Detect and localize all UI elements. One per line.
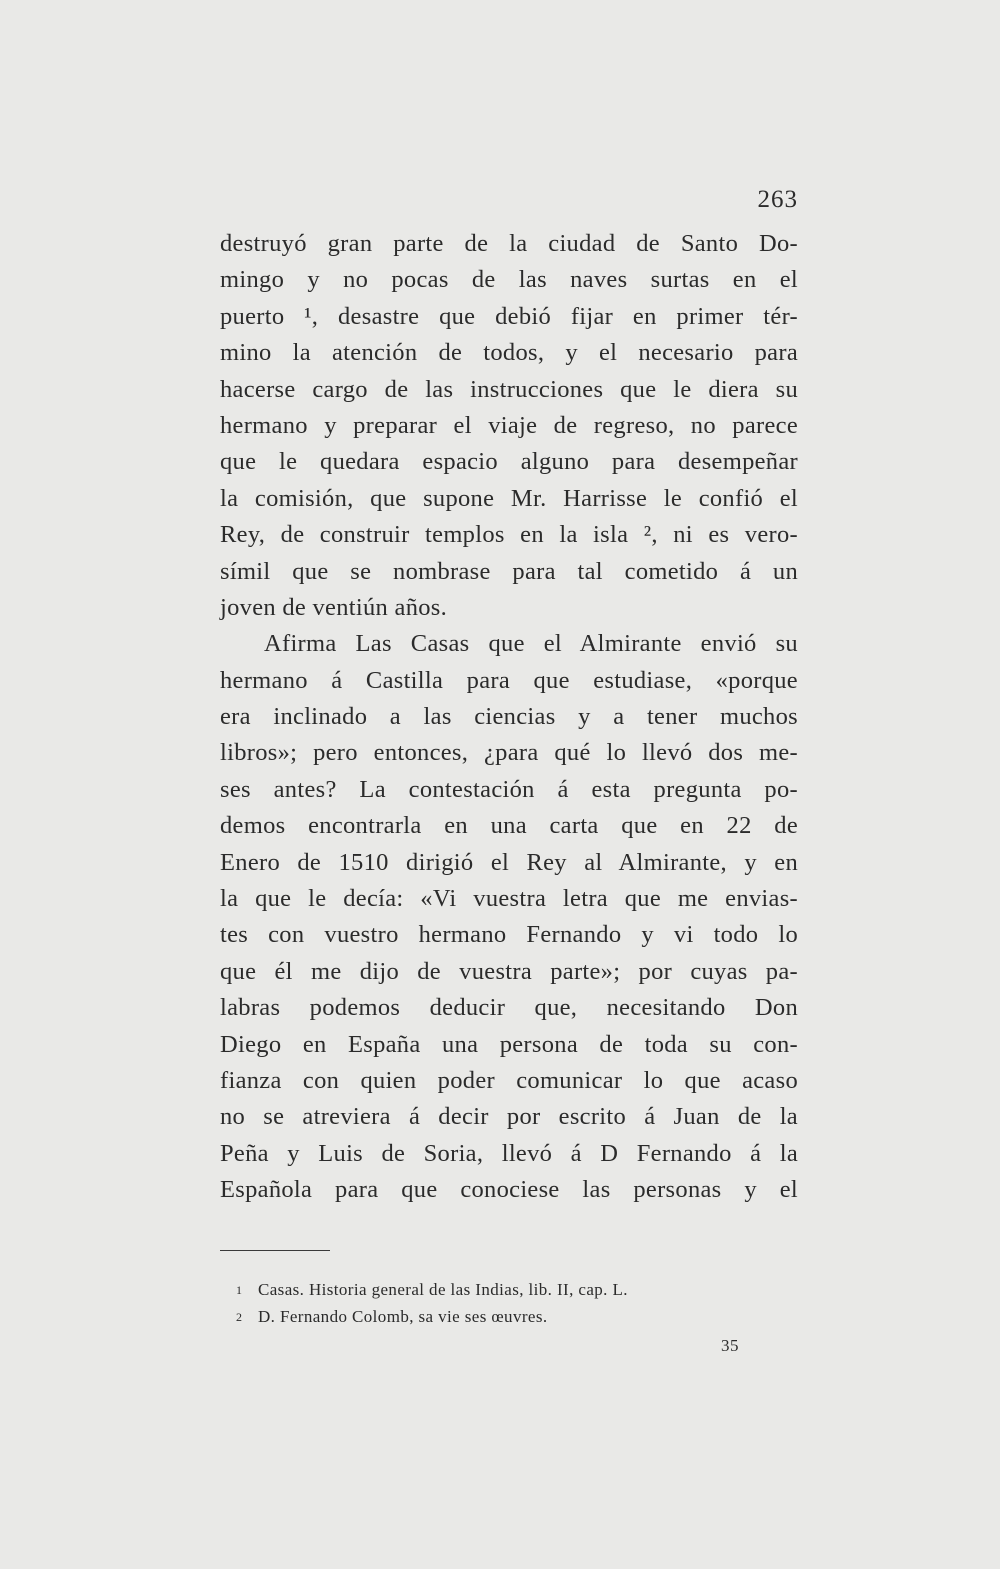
footnote-text: Casas. Historia general de las Indias, lib. II, cap. L. [258,1280,628,1299]
text-line: puerto ¹, desastre que debió fijar en primer tér- [220,302,798,330]
text-line: la que le decía: «Vi vuestra letra que me envias- [220,885,798,913]
text-line: ses antes? La contestación á esta pregunta po- [220,775,798,803]
footnote-mark: 2 [236,1310,243,1324]
text-line: que le quedara espacio alguno para desempeñar [220,448,798,476]
text-line: mingo y no pocas de las naves surtas en el [220,266,798,294]
text-line: fianza con quien poder comunicar lo que acaso [220,1066,798,1094]
text-line: hacerse cargo de las instrucciones que le diera su [220,375,798,403]
text-line: demos encontrarla en una carta que en 22 de [220,812,798,840]
text-line: la comisión, que supone Mr. Harrisse le confió el [220,484,798,512]
text-line: que él me dijo de vuestra parte»; por cuyas pa- [220,957,798,985]
text-line: Enero de 1510 dirigió el Rey al Almirante, y en [220,848,798,876]
signature-mark: 35 [721,1336,739,1355]
text-line: hermano y preparar el viaje de regreso, no parece [220,411,798,439]
text-line: tes con vuestro hermano Fernando y vi todo lo [220,921,798,949]
text-line: destruyó gran parte de la ciudad de Santo Do- [220,230,798,257]
footnote-text: D. Fernando Colomb, sa vie ses œuvres. [258,1307,548,1326]
page-number: 263 [757,186,798,213]
text-line: Afirma Las Casas que el Almirante envió su [264,630,798,658]
footnote-mark: 1 [236,1283,243,1297]
footnotes [236,1276,796,1330]
text-line: joven de ventiún años. [220,593,448,621]
footnote-rule [220,1250,330,1251]
text-line: labras podemos deducir que, necesitando Don [220,994,798,1022]
text-line: Rey, de construir templos en la isla ², ni es vero- [220,521,798,549]
footnote-item [236,1276,796,1303]
text-line: era inclinado a las ciencias y a tener muchos [220,703,798,731]
footnote-item [236,1303,796,1330]
text-line: Diego en España una persona de toda su con- [220,1030,798,1058]
text-line: mino la atención de todos, y el necesario para [220,339,798,367]
text-line: símil que se nombrase para tal cometido á un [220,557,798,585]
text-line: Española para que conociese las personas y el [220,1176,798,1204]
text-line: no se atreviera á decir por escrito á Juan de la [220,1103,798,1131]
body-text [220,226,798,1209]
text-line: libros»; pero entonces, ¿para qué lo llevó dos me- [220,739,798,767]
text-line: hermano á Castilla para que estudiase, «porque [220,666,798,694]
text-line: Peña y Luis de Soria, llevó á D Fernando á la [220,1139,798,1167]
